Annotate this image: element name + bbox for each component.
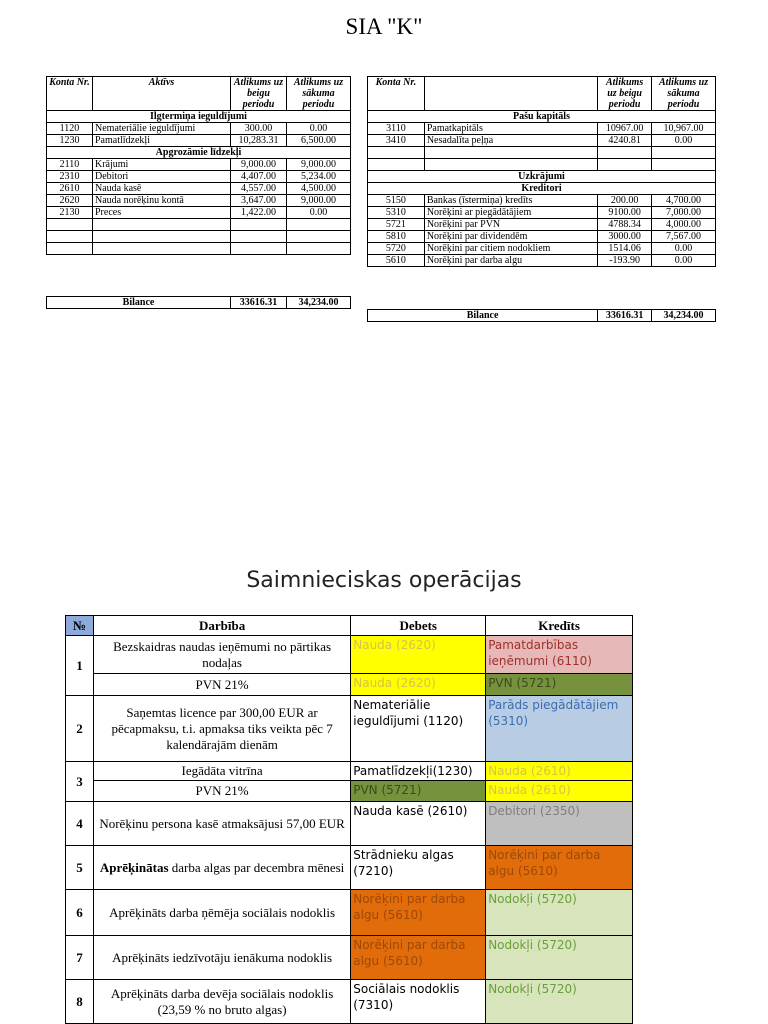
blank-row [47, 243, 351, 255]
col-header-liabilities [424, 77, 597, 111]
table-row: 2110 Krājumi 9,000.00 9,000.00 [47, 159, 351, 171]
op-credit: Parāds piegādātājiem (5310) [486, 696, 633, 762]
op-debit: Sociālais nodoklis (7310) [351, 980, 486, 1024]
op-credit: Norēķini par darba algu (5610) [486, 846, 633, 890]
table-row [66, 674, 633, 696]
table-row [66, 980, 633, 1024]
table-row [66, 936, 633, 980]
table-row [66, 846, 633, 890]
assets-table [46, 76, 351, 255]
op-debit: Strādnieku algas (7210) [351, 846, 486, 890]
op-debit: Nauda (2620) [351, 636, 486, 674]
col-header-debit: Debets [351, 616, 486, 636]
table-row [66, 802, 633, 846]
op-credit: Nauda (2610) [486, 781, 633, 802]
col-header-action: Darbība [93, 616, 350, 636]
table-row: 1230 Pamatlīdzekļi 10,283.31 6,500.00 [47, 135, 351, 147]
table-row: 2620 Nauda norēķinu kontā 3,647.00 9,000.00 [47, 195, 351, 207]
section-longterm: Ilgtermiņa ieguldījumi [47, 111, 351, 123]
op-credit: Nodokļi (5720) [486, 890, 633, 936]
liabilities-table [367, 76, 716, 267]
balance-end: 33616.31 [231, 297, 287, 309]
blank-row [368, 147, 716, 159]
table-row [66, 636, 633, 674]
op-credit: Nodokļi (5720) [486, 980, 633, 1024]
col-header-start-balance: Atlikums uz sākuma periodu [652, 77, 716, 111]
col-header-end-balance: Atlikums uz beigu periodu [231, 77, 287, 111]
table-row: 5721 Norēķini par PVN 4788.34 4,000.00 [368, 219, 716, 231]
section-current: Apgrozāmie līdzekļi [47, 147, 351, 159]
table-row: 3410 Nesadalīta peļņa 4240.81 0.00 [368, 135, 716, 147]
table-row [66, 781, 633, 802]
op-action: Iegādāta vitrīna [93, 762, 350, 781]
section-creditors: Kreditori [368, 183, 716, 195]
table-row: 5810 Norēķini par dividendēm 3000.00 7,567.00 [368, 231, 716, 243]
table-row: 5150 Bankas (īstermiņa) kredīts 200.00 4,700.00 [368, 195, 716, 207]
col-header-end-balance: Atlikums uz beigu periodu [598, 77, 652, 111]
company-title: SIA "K" [345, 14, 423, 39]
op-number: 1 [66, 636, 94, 696]
table-row: 5610 Norēķini par darba algu -193.90 0.00 [368, 255, 716, 267]
op-action: PVN 21% [93, 781, 350, 802]
table-row: 1120 Nemateriālie ieguldījumi 300.00 0.00 [47, 123, 351, 135]
op-debit: Norēķini par darba algu (5610) [351, 936, 486, 980]
op-number: 7 [66, 936, 94, 980]
col-header-number: № [66, 616, 94, 636]
balance-start: 34,234.00 [652, 310, 716, 322]
op-debit: Nauda kasē (2610) [351, 802, 486, 846]
table-row: 2310 Debitori 4,407.00 5,234.00 [47, 171, 351, 183]
op-number: 4 [66, 802, 94, 846]
op-action: Saņemtas licence par 300,00 EUR ar pēcapmaksu, t.i. apmaksa tiks veikta pēc 7 kalendārajām dienām [93, 696, 350, 762]
balance-label: Bilance [368, 310, 598, 322]
op-debit: Pamatlīdzekļi(1230) [351, 762, 486, 781]
table-row: 3110 Pamatkapitāls 10967.00 10,967.00 [368, 123, 716, 135]
op-credit: Nodokļi (5720) [486, 936, 633, 980]
liabilities-balance-row [367, 309, 716, 322]
op-action: Aprēķināts iedzīvotāju ienākuma nodoklis [93, 936, 350, 980]
section-reserves: Uzkrājumi [368, 171, 716, 183]
col-header-start-balance: Atlikums uz sākuma periodu [287, 77, 351, 111]
balance-label: Bilance [47, 297, 231, 309]
blank-row [47, 219, 351, 231]
op-number: 3 [66, 762, 94, 802]
op-credit: Nauda (2610) [486, 762, 633, 781]
col-header-account: Konta Nr. [47, 77, 93, 111]
op-action: Norēķinu persona kasē atmaksājusi 57,00 EUR [93, 802, 350, 846]
op-action: Aprēķināts darba ņēmēja sociālais nodoklis [93, 890, 350, 936]
table-row [66, 890, 633, 936]
balance-start: 34,234.00 [287, 297, 351, 309]
op-action: Aprēķinātas darba algas par decembra mēnesi [93, 846, 350, 890]
op-number: 5 [66, 846, 94, 890]
blank-row [368, 159, 716, 171]
col-header-assets: Aktīvs [93, 77, 231, 111]
op-number: 8 [66, 980, 94, 1024]
col-header-account: Konta Nr. [368, 77, 425, 111]
op-action: PVN 21% [93, 674, 350, 696]
table-row [66, 762, 633, 781]
table-row: 2610 Nauda kasē 4,557.00 4,500.00 [47, 183, 351, 195]
table-row: 5720 Norēķini par citiem nodokliem 1514.06 0.00 [368, 243, 716, 255]
op-number: 2 [66, 696, 94, 762]
assets-balance-row [46, 296, 351, 309]
op-debit: Nauda (2620) [351, 674, 486, 696]
op-credit: Pamatdarbības ieņēmumi (6110) [486, 636, 633, 674]
op-credit: PVN (5721) [486, 674, 633, 696]
operations-table [65, 615, 633, 1024]
op-number: 6 [66, 890, 94, 936]
table-row: 5310 Norēķini ar piegādātājiem 9100.00 7,000.00 [368, 207, 716, 219]
op-credit: Debitori (2350) [486, 802, 633, 846]
balance-end: 33616.31 [598, 310, 652, 322]
op-action: Aprēķināts darba devēja sociālais nodoklis (23,59 % no bruto algas) [93, 980, 350, 1024]
op-debit: Nemateriālie ieguldījumi (1120) [351, 696, 486, 762]
section-equity: Pašu kapitāls [368, 111, 716, 123]
col-header-credit: Kredīts [486, 616, 633, 636]
op-action: Bezskaidras naudas ieņēmumi no pārtikas nodaļas [93, 636, 350, 674]
operations-title: Saimnieciskas operācijas [246, 568, 522, 593]
op-debit: PVN (5721) [351, 781, 486, 802]
table-row: 2130 Preces 1,422.00 0.00 [47, 207, 351, 219]
blank-row [47, 231, 351, 243]
op-debit: Norēķini par darba algu (5610) [351, 890, 486, 936]
table-row [66, 696, 633, 762]
